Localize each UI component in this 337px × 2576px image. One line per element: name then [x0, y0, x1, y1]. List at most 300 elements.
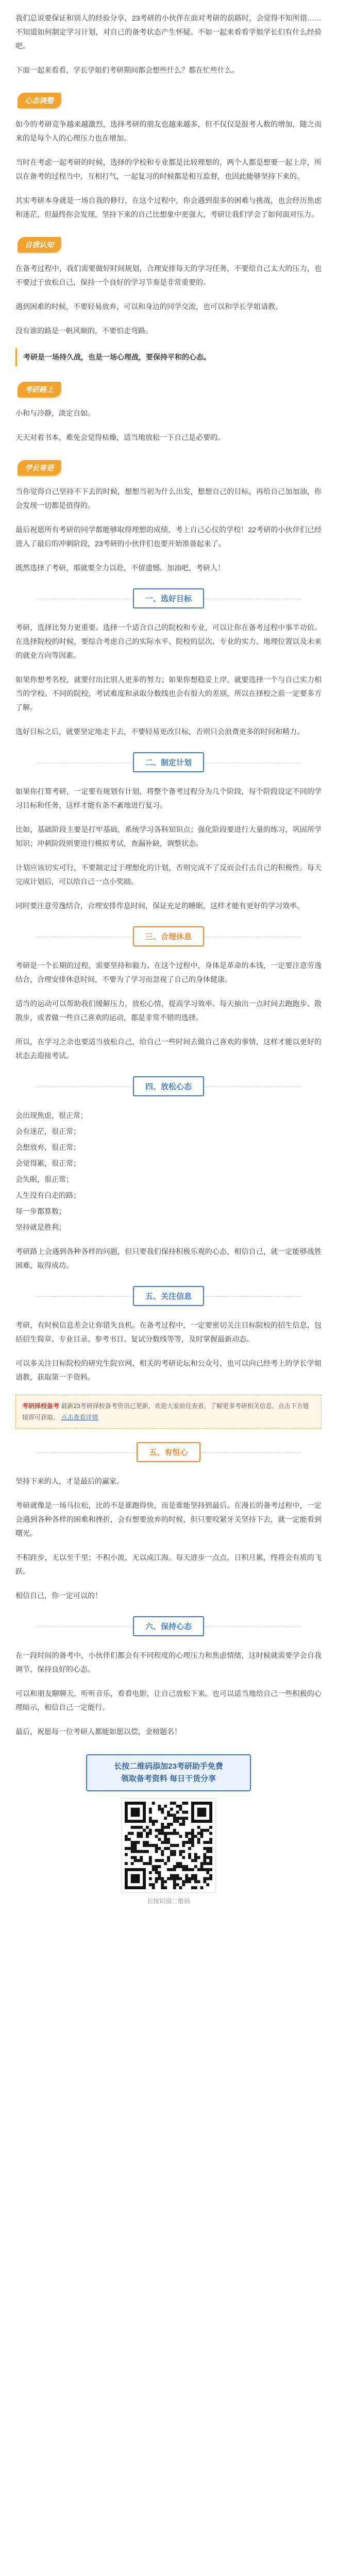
qr-module [188, 1832, 191, 1835]
qr-module [155, 1820, 158, 1823]
qr-module [185, 1880, 188, 1883]
qr-module [182, 1880, 185, 1883]
qr-module [128, 1838, 131, 1841]
qr-module [140, 1859, 143, 1862]
qr-module [170, 1868, 173, 1871]
qr-module [143, 1841, 146, 1844]
qr-module [131, 1844, 134, 1847]
paragraph: 既然选择了考研，那就要全力以赴，不留遗憾。加油吧，考研人！ [15, 564, 225, 572]
qr-module [170, 1814, 173, 1817]
list-item: 每一步都算数； [15, 1207, 66, 1215]
qr-module [152, 1802, 155, 1805]
paragraph: 没有谁的路是一帆风顺的，不要怕走弯路。 [15, 327, 153, 335]
section-heading [15, 1286, 322, 1306]
qr-module [161, 1808, 164, 1811]
qr-module [176, 1805, 179, 1808]
qr-module [176, 1811, 179, 1814]
qr-module [149, 1811, 152, 1814]
qr-module [155, 1865, 158, 1868]
qr-module [167, 1868, 170, 1871]
section-title: 二、制定计划 [133, 752, 204, 772]
qr-module [194, 1856, 197, 1859]
paragraph: 不积跬步，无以至千里；不积小流，无以成江海。每天进步一点点，日积月累，终将会有质的飞跃。 [15, 1553, 322, 1575]
qr-module [209, 1832, 212, 1835]
qr-module [194, 1865, 197, 1868]
qr-module [155, 1835, 158, 1838]
paragraph: 适当的运动可以帮助我们缓解压力，放松心情，提高学习效率。每天抽出一点时间去跑跑步、散散步，或者做一些自己喜欢的运动，都是非常不错的选择。 [15, 999, 322, 1022]
qr-module [194, 1880, 197, 1883]
qr-module [182, 1883, 185, 1886]
promo-box [15, 1395, 322, 1429]
qr-module [179, 1886, 182, 1889]
qr-module [203, 1880, 206, 1883]
qr-module [131, 1808, 140, 1817]
qr-module [173, 1880, 176, 1883]
qr-module [137, 1850, 140, 1853]
qr-module [209, 1868, 212, 1871]
section-heading [15, 1616, 322, 1636]
qr-module [146, 1832, 149, 1835]
qr-module [173, 1817, 176, 1820]
qr-module [173, 1802, 176, 1805]
qr-module [161, 1853, 164, 1856]
qr-module [197, 1856, 200, 1859]
qr-module [206, 1862, 209, 1865]
qr-module [149, 1844, 152, 1847]
paragraph: 同时要注意劳逸结合，合理安排作息时间，保证充足的睡眠，这样才能有更好的学习效率。 [15, 902, 304, 910]
qr-module [149, 1829, 152, 1832]
paragraph: 计划应该切实可行，不要制定过于理想化的计划，否则完成不了反而会打击自己的积极性。每天完成计划后，可以给自己一点小奖励。 [15, 863, 322, 886]
qr-module [125, 1862, 128, 1865]
qr-module [143, 1829, 146, 1832]
paragraph: 小和与冷静，淡定自如。 [15, 409, 95, 417]
qr-module [134, 1850, 137, 1853]
qr-module [131, 1832, 134, 1835]
qr-module [161, 1886, 164, 1889]
qr-module [146, 1835, 149, 1838]
qr-module [149, 1832, 152, 1835]
qr-module [191, 1874, 194, 1877]
qr-module [137, 1832, 140, 1835]
qr-module [131, 1826, 134, 1829]
paragraph: 如果你想考名校，就要付出比别人更多的努力；如果你想稳妥上岸，就要选择一个与自己实力相当的学校。不同的院校，考试难度和录取分数线也会有很大的差别，所以在择校之前一定要多方了解。 [15, 675, 322, 711]
qr-module [191, 1868, 194, 1871]
qr-module [173, 1820, 176, 1823]
section-title: 一、选好目标 [133, 588, 204, 608]
qr-module [158, 1838, 161, 1841]
qr-module [209, 1847, 212, 1850]
qr-module [149, 1856, 152, 1859]
qr-module [197, 1880, 200, 1883]
qr-module [200, 1868, 204, 1871]
qr-module [164, 1862, 167, 1865]
qr-module [149, 1883, 152, 1886]
qr-module [176, 1844, 179, 1847]
qr-module [137, 1841, 140, 1844]
qr-module [188, 1880, 191, 1883]
promo-title: 考研择校备考 [22, 1402, 60, 1410]
qr-module [167, 1859, 170, 1862]
promo-text: 最新23考研择校备考资讯已更新，欢迎大家前往查看，了解更多考研相关信息，点击下方链接即可获取。 [22, 1402, 309, 1421]
qr-code[interactable] [122, 1799, 215, 1892]
qr-module [185, 1874, 188, 1877]
qr-module [134, 1844, 137, 1847]
qr-module [167, 1832, 170, 1835]
qr-module [164, 1835, 167, 1838]
qr-module [173, 1814, 176, 1817]
qr-module [128, 1847, 131, 1850]
qr-module [134, 1847, 137, 1850]
qr-module [149, 1859, 152, 1862]
qr-module [149, 1877, 152, 1880]
intro-paragraph-2: 下面一起来看看，学长学姐们考研期间都会想些什么？都在忙些什么。 [15, 66, 239, 74]
qr-module [161, 1832, 164, 1835]
qr-module [161, 1883, 164, 1886]
paragraph: 考研，选择比努力更重要。选择一个适合自己的院校和专业，可以让你在备考过程中事半功倍。在选择院校的时候，要综合考虑自己的实际水平、院校的层次、专业的实力、地理位置以及未来的就业方向等因素。 [15, 623, 322, 659]
qr-module [206, 1877, 209, 1880]
paragraph: 坚持下来的人，才是最后的赢家。 [15, 1477, 124, 1485]
qr-module [209, 1841, 212, 1844]
promo-link[interactable]: 点击查看详情 [61, 1414, 98, 1421]
qr-module [206, 1841, 209, 1844]
qr-module [185, 1832, 188, 1835]
qr-module [152, 1868, 155, 1871]
qr-module [191, 1859, 194, 1862]
qr-module [164, 1880, 167, 1883]
qr-module [200, 1862, 204, 1865]
qr-module [134, 1826, 137, 1829]
qr-module [206, 1883, 209, 1886]
qr-module [191, 1841, 194, 1844]
qr-module [200, 1886, 204, 1889]
qr-module [173, 1886, 176, 1889]
qr-module [131, 1850, 134, 1853]
qr-module [185, 1868, 188, 1871]
qr-module [134, 1856, 137, 1859]
qr-module [209, 1862, 212, 1865]
qr-module [140, 1856, 143, 1859]
qr-module [155, 1859, 158, 1862]
intro-paragraph-1: 我们总说要保证和别人的经验分享，23考研的小伙伴在面对考研的前路时，会觉得不知所措……不知道如何制定学习计划，对自己的备考状态产生怀疑。不如一起来看看学姐学长们有什么经验吧。 [15, 14, 322, 50]
qr-module [143, 1844, 146, 1847]
qr-module [191, 1844, 194, 1847]
paragraph: 最后祝愿所有考研的同学都能够取得理想的成绩，考上自己心仪的学校！22考研的小伙伴们已经进入了最后的冲刺阶段，23考研的小伙伴们也要开始准备起来了。 [15, 526, 322, 548]
qr-module [158, 1832, 161, 1835]
paragraph: 比如，基础阶段主要是打牢基础，系统学习各科知识点；强化阶段要进行大量的练习，巩固所学知识；冲刺阶段则要进行模拟考试，查漏补缺，调整状态。 [15, 825, 322, 848]
paragraph: 当时在考虑一起考研的时候，选择的学校和专业都是比较理想的，两个人都是想要一起上岸，所以在备考的过程当中，互相打气，一起复习的时候都是相互监督，也因此能够坚持下来的。 [15, 158, 322, 180]
qr-module [197, 1826, 200, 1829]
qr-module [206, 1847, 209, 1850]
qr-module [131, 1856, 134, 1859]
qr-module [149, 1862, 152, 1865]
tag-on-the-road: 考研路上 [18, 382, 61, 397]
paragraph: 可以和朋友聊聊天，听听音乐，看看电影，让自己放松下来。也可以适当地给自己一些积极的心理暗示，相信自己一定能行。 [15, 1689, 322, 1711]
paragraph: 选好目标之后，就要坚定地走下去，不要轻易更改目标，否则只会浪费更多的时间和精力。 [15, 727, 304, 736]
qr-module [200, 1865, 204, 1868]
qr-module [161, 1859, 164, 1862]
qr-module [167, 1814, 170, 1817]
paragraph: 在一段时间的备考中，小伙伴们都会有不同程度的心理压力和焦虑情绪，这时候就需要学会自我调节，保持良好的心态。 [15, 1651, 322, 1673]
tag-senior-words: 学长寄语 [18, 460, 61, 476]
qr-module [131, 1841, 134, 1844]
qr-module [182, 1865, 185, 1868]
qr-module [155, 1871, 158, 1874]
paragraph: 如果你打算考研，一定要有规划有计划，将整个备考过程分为几个阶段，每个阶段设定不同的学习目标和任务，这样才能有条不紊地进行复习。 [15, 787, 322, 809]
qr-module [137, 1826, 140, 1829]
qr-module [179, 1853, 182, 1856]
qr-module [182, 1817, 185, 1820]
paragraph: 考研就像是一场马拉松，比的不是谁跑得快，而是谁能坚持到最后。在漫长的备考过程中，一定会遇到各种各样的困难和挫折，会有想要放弃的时候，但只要咬紧牙关坚持下去，就一定能看到曙光。 [15, 1501, 322, 1537]
qr-module [170, 1832, 173, 1835]
qr-module [203, 1877, 206, 1880]
paragraph: 在备考过程中，我们需要做好时间规划，合理安排每天的学习任务，不要给自己太大的压力，也不要过于放松自己，保持一个良好的学习节奏是非常重要的。 [15, 264, 322, 286]
quote-block [15, 348, 322, 366]
section-title: 五、关注信息 [133, 1286, 204, 1306]
qr-module [155, 1844, 158, 1847]
qr-module [155, 1850, 158, 1853]
quote-text: 考研是一场持久战，也是一场心理战，要保持平和的心态。 [23, 353, 211, 361]
qr-module [131, 1847, 134, 1850]
qr-module [176, 1862, 179, 1865]
qr-module [167, 1856, 170, 1859]
qr-module [140, 1832, 143, 1835]
qr-module [176, 1832, 179, 1835]
qr-module [152, 1820, 155, 1823]
qr-module [173, 1844, 176, 1847]
qr-module [197, 1838, 200, 1841]
qr-module [200, 1829, 204, 1832]
qr-module [185, 1817, 188, 1820]
qr-module [209, 1859, 212, 1862]
qr-module [158, 1874, 161, 1877]
qr-module [203, 1847, 206, 1850]
qr-module [125, 1853, 128, 1856]
qr-module [170, 1877, 173, 1880]
qr-module [188, 1841, 191, 1844]
qr-module [173, 1877, 176, 1880]
qr-module [158, 1877, 161, 1880]
qr-module [188, 1856, 191, 1859]
qr-module [173, 1832, 176, 1835]
qr-module [203, 1856, 206, 1859]
qr-module [125, 1847, 128, 1850]
qr-module [203, 1853, 206, 1856]
qr-module [206, 1868, 209, 1871]
paragraph: 天天对着书本，难免会觉得枯燥，适当地放松一下自己是必要的。 [15, 433, 225, 442]
qr-module [179, 1865, 182, 1868]
qr-module [152, 1844, 155, 1847]
section-title: 五、有恒心 [137, 1442, 200, 1462]
qr-module [128, 1832, 131, 1835]
list-item: 人生没有白走的路； [15, 1191, 80, 1199]
qr-module [170, 1802, 173, 1805]
qr-module [194, 1853, 197, 1856]
qr-module [179, 1835, 182, 1838]
qr-module [179, 1862, 182, 1865]
qr-module [164, 1847, 167, 1850]
qr-module [173, 1853, 176, 1856]
qr-module [185, 1835, 188, 1838]
qr-module [170, 1823, 173, 1826]
section-title: 六、保持心态 [133, 1616, 204, 1636]
qr-module [155, 1877, 158, 1880]
section-heading [15, 752, 322, 772]
paragraph: 可以多关注目标院校的研究生院官网、相关的考研论坛和公众号，也可以向已经考上的学长学姐请教，获取第一手资料。 [15, 1359, 322, 1381]
list-item: 会出现焦虑，很正常； [15, 1111, 88, 1120]
list-item: 会失眠，很正常； [15, 1175, 73, 1183]
list-item: 会想放弃，很正常； [15, 1143, 80, 1151]
qr-module [164, 1817, 167, 1820]
qr-module [191, 1886, 194, 1889]
qr-module [197, 1841, 200, 1844]
qr-module [158, 1871, 161, 1874]
qr-module [161, 1826, 164, 1829]
qr-module [206, 1850, 209, 1853]
list-item: 会觉得累，很正常； [15, 1159, 80, 1167]
qr-module [176, 1883, 179, 1886]
qr-module [152, 1883, 155, 1886]
qr-module [137, 1859, 140, 1862]
qr-module [134, 1859, 137, 1862]
banner-line: 领取备考资料 每日干货分享 [121, 1774, 216, 1783]
qr-module [167, 1877, 170, 1880]
footer-banner [86, 1754, 251, 1791]
qr-module [143, 1862, 146, 1865]
qr-module [191, 1877, 194, 1880]
qr-module [170, 1874, 173, 1877]
tag-mindset: 心态调整 [18, 93, 61, 108]
qr-module [164, 1805, 167, 1808]
qr-module [185, 1865, 188, 1868]
qr-module [149, 1820, 152, 1823]
qr-module [161, 1823, 164, 1826]
qr-module [179, 1823, 182, 1826]
qr-module [155, 1880, 158, 1883]
qr-module [131, 1862, 134, 1865]
qr-module [185, 1841, 188, 1844]
qr-module [161, 1850, 164, 1853]
qr-module [155, 1829, 158, 1832]
qr-module [194, 1859, 197, 1862]
paragraph: 最后，祝愿每一位考研人都能如愿以偿，金榜题名！ [15, 1727, 181, 1736]
qr-module [149, 1808, 152, 1811]
qr-module [203, 1859, 206, 1862]
qr-module [200, 1835, 204, 1838]
qr-module [179, 1877, 182, 1880]
qr-module [173, 1868, 176, 1871]
qr-module [179, 1850, 182, 1853]
section-title: 四、放松心态 [133, 1076, 204, 1096]
qr-module [125, 1838, 128, 1841]
paragraph: 其实考研本身就是一场自我的修行，在这个过程中，你会遇到很多的困难与挑战，也会经历焦虑和迷茫，但最终你会发现，坚持下来的自己比想象中更强大，考研让我们学会了如何面对压力。 [15, 196, 322, 218]
qr-module [194, 1835, 197, 1838]
section-heading [15, 588, 322, 608]
qr-module [209, 1877, 212, 1880]
qr-module [209, 1850, 212, 1853]
qr-module [182, 1850, 185, 1853]
section-heading [15, 1076, 322, 1096]
paragraph: 相信自己，你一定可以的！ [15, 1591, 102, 1600]
qr-module [173, 1865, 176, 1868]
qr-module [143, 1850, 146, 1853]
qr-module [152, 1823, 155, 1826]
qr-module [173, 1874, 176, 1877]
qr-module [170, 1850, 173, 1853]
qr-module [206, 1856, 209, 1859]
qr-module [176, 1820, 179, 1823]
qr-module [182, 1841, 185, 1844]
qr-module [194, 1874, 197, 1877]
qr-module [158, 1859, 161, 1862]
paragraph: 如今的考研竞争越来越激烈，选择考研的朋友也越来越多，但不仅仅是报考人数的增加，随之而来的是每个人的心理压力也在增加。 [15, 120, 322, 142]
qr-module [161, 1880, 164, 1883]
qr-module [209, 1874, 212, 1877]
qr-module [182, 1802, 185, 1805]
qr-module [173, 1883, 176, 1886]
qr-module [164, 1832, 167, 1835]
tag-self-awareness: 自我认知 [18, 237, 61, 252]
qr-module [191, 1835, 194, 1838]
section-heading [15, 1442, 322, 1462]
qr-module [179, 1817, 182, 1820]
banner-line: 长按二维码添加23考研助手免费 [114, 1762, 223, 1771]
qr-module [152, 1886, 155, 1889]
qr-module [203, 1841, 206, 1844]
qr-module [146, 1844, 149, 1847]
paragraph: 考研，有时候信息差会让你错失良机。在备考过程中，一定要密切关注目标院校的招生信息，包括招生简章、专业目录、参考书目、复试分数线等等，及时掌握最新动态。 [15, 1321, 322, 1343]
qr-module [170, 1808, 173, 1811]
qr-module [155, 1847, 158, 1850]
paragraph: 遇到困难的时候，不要轻易放弃，可以和身边的同学交流，也可以和学长学姐请教。 [15, 302, 282, 311]
qr-module [131, 1874, 140, 1884]
qr-module [188, 1877, 191, 1880]
qr-module [158, 1808, 161, 1811]
qr-module [161, 1841, 164, 1844]
qr-module [158, 1865, 161, 1868]
qr-module [164, 1886, 167, 1889]
qr-module [164, 1826, 167, 1829]
qr-module [206, 1829, 209, 1832]
qr-module [188, 1868, 191, 1871]
qr-module [155, 1868, 158, 1871]
qr-module [167, 1823, 170, 1826]
paragraph: 所以，在学习之余也要适当放松自己，给自己一些时间去做自己喜欢的事情，这样才能以更好的状态去迎接考试。 [15, 1038, 322, 1060]
qr-module [203, 1862, 206, 1865]
qr-module [197, 1868, 200, 1871]
paragraph: 考研路上会遇到各种各样的问题，但只要我们保持积极乐观的心态，相信自己，就一定能够战胜困难，取得成功。 [15, 1247, 322, 1269]
qr-module [182, 1823, 185, 1826]
qr-module [167, 1847, 170, 1850]
qr-module [185, 1877, 188, 1880]
qr-module [134, 1841, 137, 1844]
qr-module [191, 1838, 194, 1841]
qr-module [140, 1850, 143, 1853]
qr-module [146, 1841, 149, 1844]
qr-module [176, 1874, 179, 1877]
qr-module [185, 1811, 188, 1814]
qr-module [197, 1808, 207, 1817]
section-heading [15, 926, 322, 946]
qr-module [203, 1868, 206, 1871]
qr-module [167, 1841, 170, 1844]
qr-module [125, 1835, 128, 1838]
qr-caption: 长按识别二维码 [146, 1897, 190, 1905]
qr-module [209, 1856, 212, 1859]
qr-module [203, 1829, 206, 1832]
qr-module [164, 1838, 167, 1841]
qr-module [185, 1802, 188, 1805]
qr-module [200, 1832, 204, 1835]
